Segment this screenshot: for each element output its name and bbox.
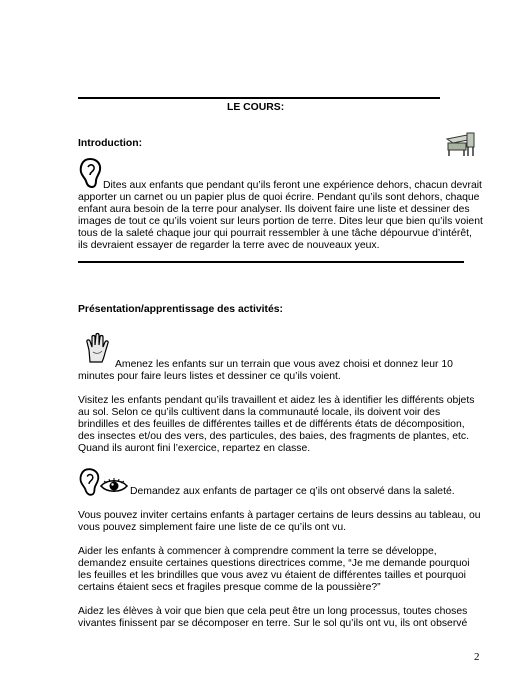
top-rule (78, 97, 440, 99)
intro-line-5: tous de la saleté chaque jour qui pourrait ressembler à une tâche dépourvue d’intérêt, (78, 228, 472, 239)
ear-icon (78, 157, 102, 189)
page-number: 2 (474, 651, 480, 663)
eye-line: Demandez aux enfants de partager ce q’ils ont observé dans la saleté. (130, 486, 455, 497)
para5-line-1: Aidez les élèves à voir que bien que cela peut être un long processus, toutes choses (78, 606, 468, 617)
para5-line-2: vivantes finissent par se décomposer en terre. Sur le sol qu’ils ont vu, ils ont observé (78, 618, 468, 629)
intro-line-4: images de tout ce qu’ils voient sur leurs portion de terre. Dites leur que bien qu’ils voient (78, 216, 483, 227)
hand-line-1: Amenez les enfants sur un terrain que vous avez choisi et donnez leur 10 (115, 359, 453, 370)
hand-icon (84, 332, 110, 364)
para3-line-2: vous pouvez simplement faire une liste de ce qu’ils ont vu. (78, 522, 346, 533)
intro-line-2: apporter un carnet ou un papier plus de quoi écrire. Pendant qu’ils sont dehors, chaque (78, 192, 480, 203)
para4-line-2: demandez ensuite certaines questions directrices comme, “Je me demande pourquoi (78, 558, 470, 569)
para2-line-5: Quand ils auront fini l’exercice, repartez en classe. (78, 443, 311, 454)
para4-line-3: les feuilles et les brindilles que vous avez vu étaient de différentes tailles et pourquoi (78, 570, 466, 581)
presentation-heading: Présentation/apprentissage des activités: (78, 304, 284, 315)
para2-line-2: au sol. Selon ce qu’ils cultivent dans la communauté locale, ils doivent voir des (78, 407, 441, 418)
eye-icon (100, 478, 128, 494)
para4-line-1: Aider les enfants à commencer à comprendre comment la terre se développe, (78, 546, 437, 557)
para2-line-4: des insectes et/ou des vers, des particules, des baies, des fragments de plantes, etc. (78, 431, 470, 442)
intro-line-1: Dites aux enfants que pendant qu’ils feront une expérience dehors, chacun devrait (103, 180, 482, 191)
hand-line-2: minutes pour faire leurs listes et dessiner ce qu’ils voient. (78, 371, 341, 382)
introduction-heading: Introduction: (78, 138, 143, 149)
intro-line-3: enfant aura besoin de la terre pour analyser. Ils doivent faire une liste et dessiner des (78, 204, 470, 215)
para2-line-1: Visitez les enfants pendant qu’ils travaillent et aidez les à identifier les différents objets (78, 395, 475, 406)
section-rule (78, 261, 464, 263)
para2-line-3: brindilles et des feuilles de différentes tailles et de différents états de décomposition, (78, 419, 465, 430)
para3-line-1: Vous pouvez inviter certains enfants à partager certains de leurs dessins au tableau, ou (78, 510, 481, 521)
desk-icon (443, 131, 477, 157)
para4-line-4: certains étaient secs et fragiles presque comme de la poussière?” (78, 582, 381, 593)
intro-line-6: ils devraient essayer de regarder la terre avec de nouveaux yeux. (78, 240, 380, 251)
ear-icon (78, 467, 100, 497)
page-title: LE COURS: (227, 102, 285, 113)
